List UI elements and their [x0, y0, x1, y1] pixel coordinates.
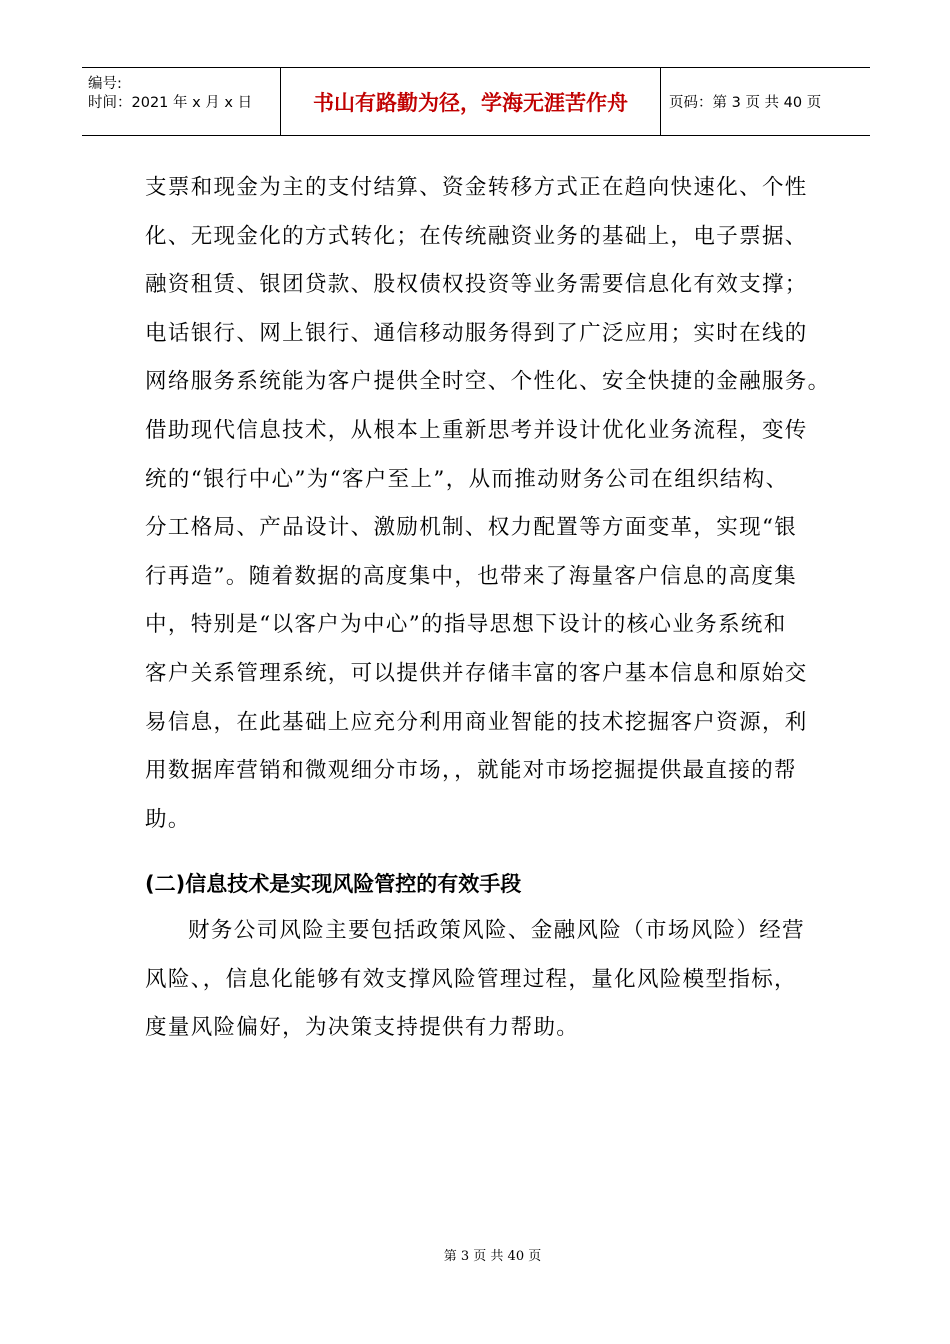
- text-line: 电话银行、网上银行、通信移动服务得到了广泛应用；实时在线的: [145, 320, 808, 346]
- text-line: 网络服务系统能为客户提供全时空、个性化、安全快捷的金融服务。: [145, 369, 831, 395]
- text-line: 化、无现金化的方式转化；在传统融资业务的基础上，电子票据、: [145, 223, 808, 249]
- text-line: 融资租赁、银团贷款、股权债权投资等业务需要信息化有效支撑；: [145, 272, 808, 298]
- header-table: [82, 67, 870, 136]
- header-page-code: 页码：第 3 页 共 40 页: [669, 95, 822, 111]
- text-line: 客户关系管理系统，可以提供并存储丰富的客户基本信息和原始交: [145, 660, 808, 686]
- header-motto: 书山有路勤为径，学海无涯苦作舟: [313, 90, 628, 115]
- text-line: 行再造”。随着数据的高度集中，也带来了海量客户信息的高度集: [145, 563, 798, 589]
- text-line: 风险、，信息化能够有效支撑风险管理过程，量化风险模型指标，: [145, 966, 797, 992]
- page-footer: 第 3 页 共 40 页: [443, 1249, 542, 1264]
- text-line: 借助现代信息技术，从根本上重新思考并设计优化业务流程，变传: [145, 417, 808, 443]
- header-page-cell: [661, 68, 870, 135]
- text-line: 中，特别是“以客户为中心”的指导思想下设计的核心业务系统和: [145, 612, 787, 638]
- text-line: 易信息，在此基础上应充分利用商业智能的技术挖掘客户资源，利: [145, 709, 808, 735]
- header-info-cell: [82, 68, 281, 135]
- text-line: 财务公司风险主要包括政策风险、金融风险（市场风险）经营: [188, 918, 805, 943]
- text-line: 统的“银行中心”为“客户至上”，从而推动财务公司在组织结构、: [145, 466, 789, 492]
- text-line: 分工格局、产品设计、激励机制、权力配置等方面变革，实现“银: [145, 515, 798, 541]
- text-line: 支票和现金为主的支付结算、资金转移方式正在趋向快速化、个性: [145, 175, 808, 200]
- text-line: 用数据库营销和微观细分市场，，就能对市场挖掘提供最直接的帮: [145, 758, 797, 784]
- document-time-label: 时间：2021 年 x 月 x 日: [88, 95, 253, 111]
- text-line: 助。: [145, 806, 191, 832]
- text-line: 度量风险偏好，为决策支持提供有力帮助。: [145, 1015, 580, 1041]
- section-heading: (二)信息技术是实现风险管控的有效手段: [145, 872, 522, 896]
- header-motto-cell: [281, 68, 661, 135]
- paragraph-1: [145, 164, 831, 844]
- paragraph-2: [145, 907, 825, 1053]
- document-number-label: 编号:: [88, 76, 122, 92]
